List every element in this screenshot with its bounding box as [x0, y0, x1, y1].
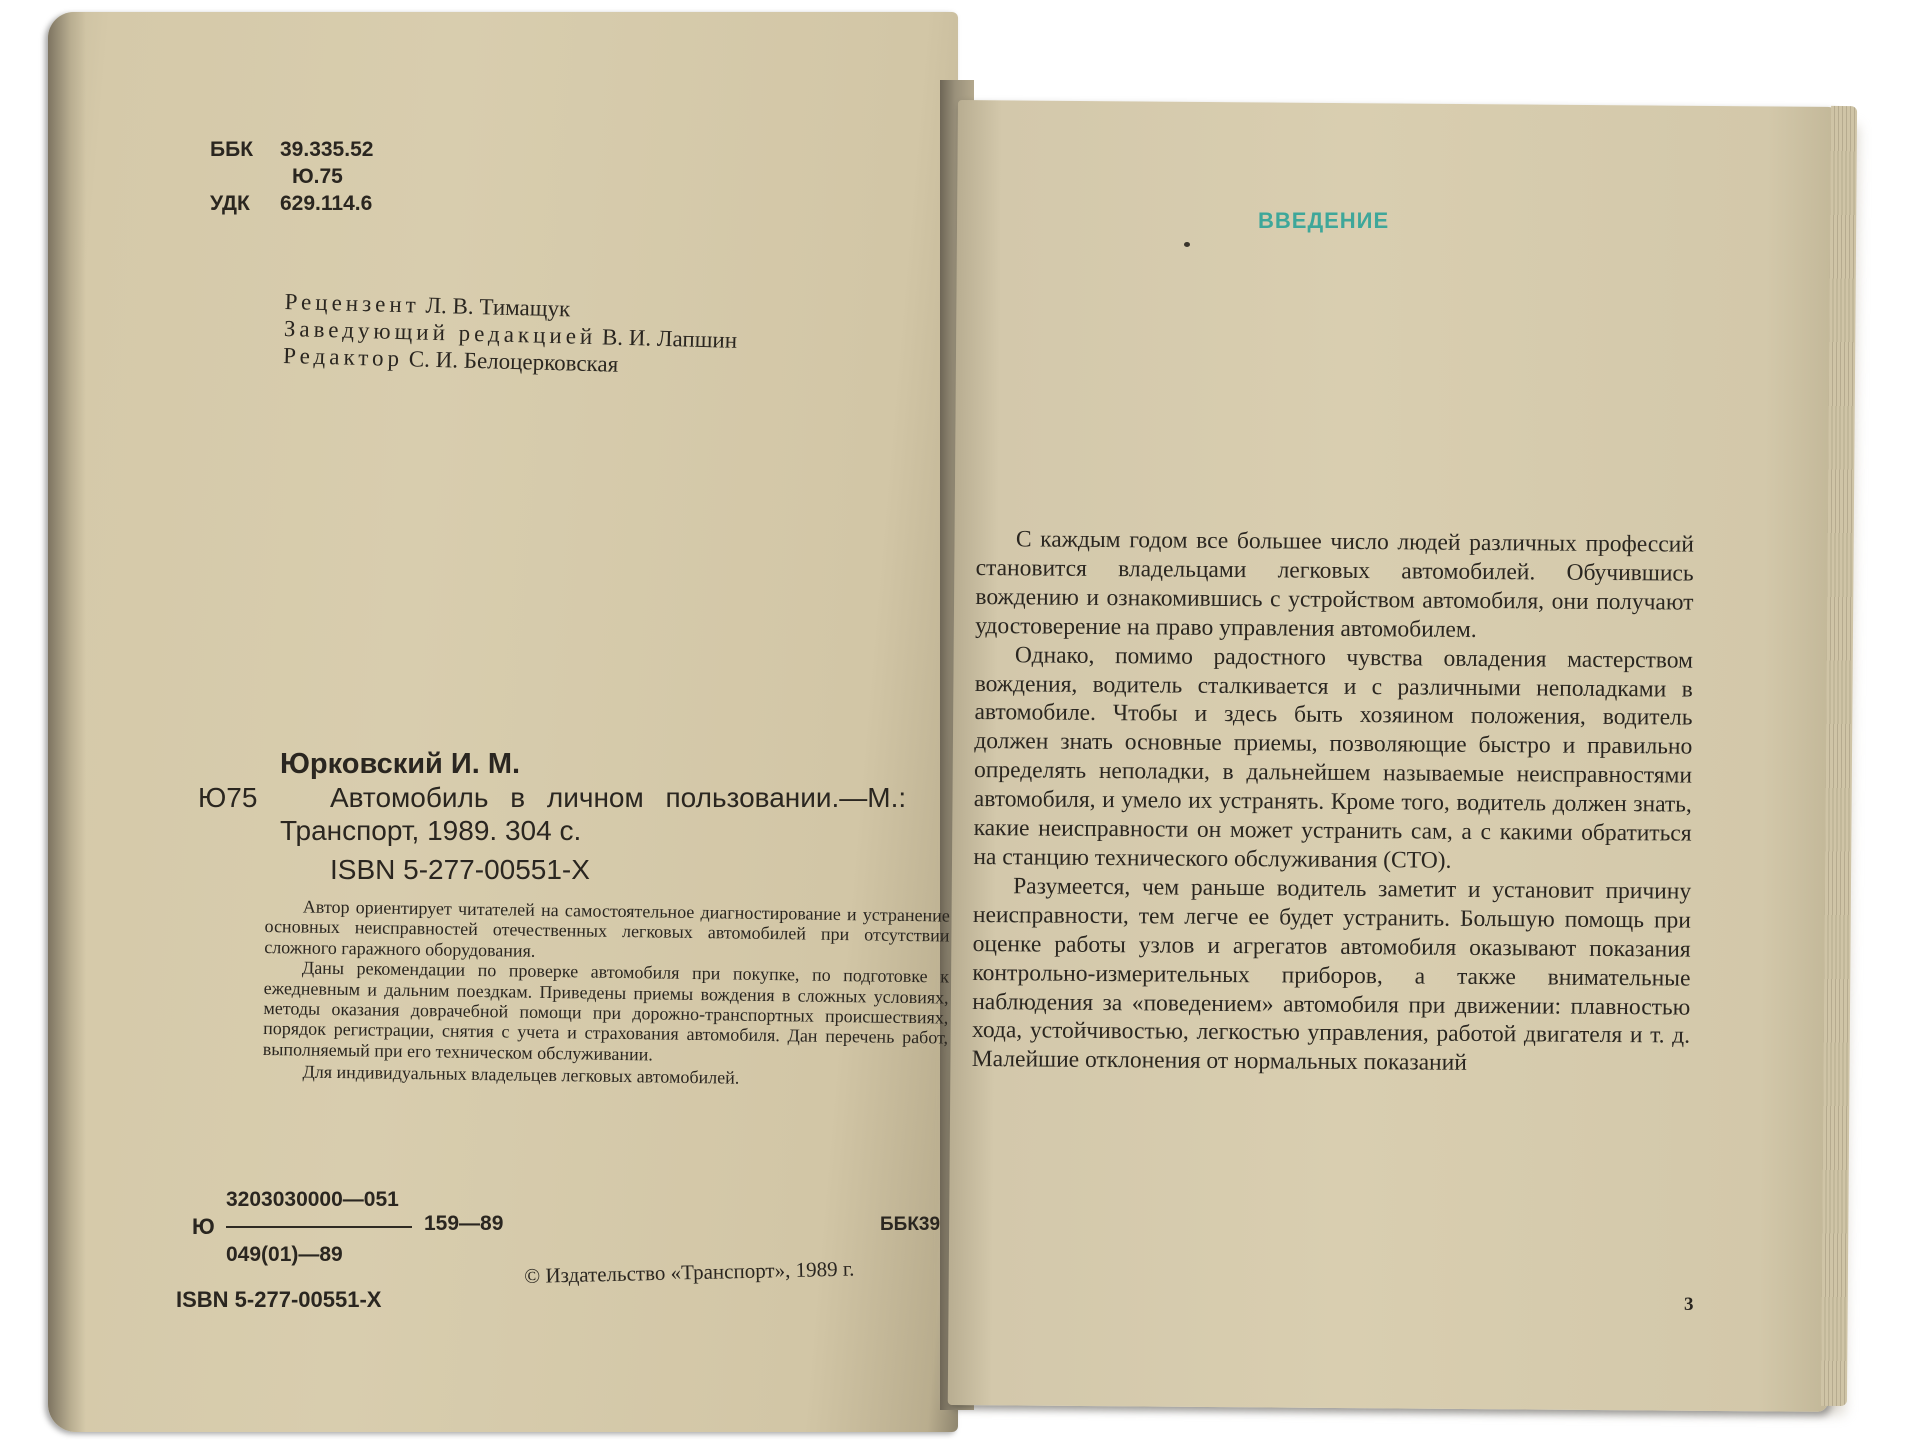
body-paragraph: С каждым годом все большее число людей различных профессий становится владельцами легковых автомобилей. Обучившись вождению и ознакомившись с устройством автомобиля, они получают удостоверение на право управления автомобилем.	[975, 526, 1694, 643]
classification-codes	[210, 136, 373, 217]
copyright-notice: © Издательство «Транспорт», 1989 г.	[524, 1256, 855, 1288]
page-number: 3	[1684, 1294, 1694, 1315]
bbk-value: 39.335.52	[280, 138, 374, 161]
index-suffix: 159—89	[424, 1212, 504, 1235]
udk-row	[210, 190, 373, 217]
author-mark-value: Ю.75	[292, 165, 343, 188]
bbk-row	[210, 136, 373, 163]
isbn-bottom: ISBN 5-277-00551-X	[176, 1287, 382, 1312]
credits-block	[283, 288, 738, 381]
bbk-short: ББК39	[880, 1214, 941, 1235]
reviewer-label: Рецензент	[284, 288, 421, 318]
annotation-paragraph: Даны рекомендации по проверке автомобиля при покупке, по подготовке к ежедневным и дальним поездкам. Приведены приемы вождения в сложных условиях, методы оказания доврачебной помощи при дорожно-транспортных происшествиях, порядок регистрации, снятия с учета и страхования автомобиля. Дан перечень работ, выполняемый при его техническом обслуживании.	[262, 957, 950, 1065]
author-mark-row	[210, 163, 373, 190]
udk-value: 629.114.6	[280, 192, 373, 215]
reviewer-name: Л. В. Тимащук	[425, 292, 571, 322]
catalog-code: Ю75	[198, 782, 258, 813]
body-paragraph: Разумеется, чем раньше водитель заметит и установит причину неисправности, тем легче ее будет устранить. Большую помощь при оценке работы узлов и агрегатов автомобиля оказывают показания контрольно-измерительных приборов, а также внимательные наблюдения за «поведением» автомобиля при движении: плавностью хода, устойчивостью, легкостью управления, работой двигателя и т. д. Малейшие отклонения от нормальных показаний	[971, 873, 1692, 1077]
bbk-label: ББК	[210, 138, 254, 161]
udk-label: УДК	[210, 192, 250, 215]
ink-speck	[1184, 242, 1190, 247]
annotation-paragraph: Автор ориентирует читателей на самостоятельное диагностирование и устранение основных неисправностей отечественных легковых автомобилей при отсутствии сложного гаражного оборудования.	[264, 896, 950, 961]
index-letter: Ю	[192, 1214, 215, 1239]
publisher-info: Транспорт, 1989. 304 с.	[280, 815, 582, 846]
author-mark-label	[210, 163, 280, 190]
head-editor-name: В. И. Лапшин	[601, 324, 738, 353]
book-annotation	[262, 896, 950, 1091]
index-numerator: 3203030000—051	[226, 1188, 399, 1211]
target-audience: Для индивидуальных владельцев легковых автомобилей.	[302, 1061, 740, 1088]
body-paragraph: Однако, помимо радостного чувства овладения мастерством вождения, водитель сталкивается и с различными неполадками в автомобиле. Чтобы и здесь быть хозяином положения, водитель должен знать основные приемы, позволяющие быстро и правильно определять неполадки, в дальнейшем называемые неисправностями автомобиля, и умело их устранять. Кроме того, водитель должен знать, какие неисправности он может устранить сам, а с какими обратиться на станцию технического обслуживания (СТО).	[973, 641, 1694, 874]
introduction-text	[972, 525, 1694, 1080]
fraction-bar	[226, 1226, 412, 1228]
head-editor-label: Заведующий редакцией	[283, 315, 597, 350]
editor-name: С. И. Белоцерковская	[408, 346, 619, 377]
editor-label: Редактор	[282, 342, 404, 372]
index-denominator: 049(01)—89	[226, 1243, 343, 1266]
chapter-heading: ВВЕДЕНИЕ	[1258, 208, 1390, 233]
book-title: Автомобиль в личном пользовании.—М.:	[330, 782, 907, 813]
book-author: Юрковский И. М.	[280, 748, 521, 780]
isbn: ISBN 5-277-00551-X	[330, 854, 590, 885]
